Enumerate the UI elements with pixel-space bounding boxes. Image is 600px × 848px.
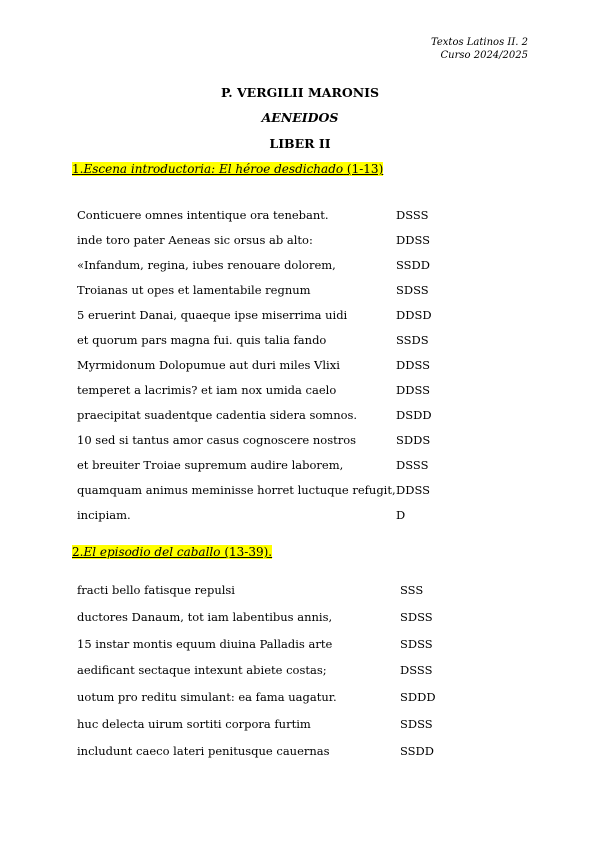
verse-line: ductores Danaum, tot iam labentibus annis,: [77, 609, 333, 624]
verse-line: 5 eruerint Danai, quaeque ipse miserrima uidi: [77, 308, 348, 322]
book-title: LIBER II: [269, 136, 331, 151]
verse-line: aedificant sectaque intexunt abiete costas;: [77, 663, 327, 678]
work-title: AENEIDOS: [261, 110, 339, 125]
section-number: 1.: [72, 162, 84, 176]
verse-line: Conticuere omnes intentique ora tenebant.: [77, 208, 329, 222]
verse-scansion: DDSD: [396, 308, 432, 322]
verse-scansion: SDDD: [400, 690, 436, 705]
section-title: Escena introductoria: El héroe desdichado: [83, 162, 344, 176]
verse-line: Troianas ut opes et lamentabile regnum: [77, 283, 311, 297]
verse-scansion: DDSS: [396, 483, 430, 497]
section-heading-highlight: [72, 162, 383, 176]
verse-scansion: DSSS: [400, 663, 433, 678]
verse-scansion: DDSS: [396, 233, 430, 247]
verse-line: incipiam.: [77, 508, 131, 522]
verse-line: huc delecta uirum sortiti corpora furtim: [77, 717, 311, 731]
verse-scansion: SSDD: [396, 258, 430, 272]
verse-scansion: SSDS: [396, 333, 429, 347]
verse-line: inde toro pater Aeneas sic orsus ab alto:: [77, 233, 313, 247]
section-range: (1-13): [346, 162, 384, 176]
verse-scansion: SDSS: [400, 717, 433, 731]
verse-scansion: DSDD: [396, 408, 432, 422]
verse-scansion: DSSS: [396, 458, 429, 472]
verse-line: quamquam animus meminisse horret luctuque refugit,: [77, 483, 396, 497]
section-title: El episodio del caballo: [83, 545, 221, 559]
verse-line: includunt caeco lateri penitusque cauernas: [77, 743, 330, 758]
verse-scansion: DDSS: [396, 358, 430, 372]
verse-line: praecipitat suadentque cadentia sidera somnos.: [77, 408, 358, 422]
verse-scansion: DDSS: [396, 383, 430, 397]
verse-line: 15 instar montis equum diuina Palladis arte: [77, 636, 333, 651]
verse-scansion: SDSS: [396, 283, 429, 297]
verse-line: fracti bello fatisque repulsi: [77, 583, 235, 597]
page-header: [431, 36, 528, 62]
verse-line: 10 sed si tantus amor casus cognoscere nostros: [77, 433, 357, 447]
verse-scansion: SDSS: [400, 609, 433, 624]
verse-scansion: SDDS: [396, 433, 431, 447]
verse-scansion: D: [396, 508, 406, 522]
verse-line: uotum pro reditu simulant: ea fama uagatur.: [77, 690, 337, 705]
section-number: 2.: [72, 545, 84, 559]
section-range: (13-39).: [224, 545, 273, 559]
course-title: Textos Latinos II. 2: [430, 37, 528, 48]
verse-line: et quorum pars magna fui. quis talia fando: [77, 333, 327, 347]
author-title: P. VERGILII MARONIS: [220, 85, 380, 100]
course-year: Curso 2024/2025: [440, 50, 528, 61]
section-heading-highlight: [72, 545, 272, 559]
verse-line: temperet a lacrimis? et iam nox umida caelo: [77, 383, 337, 397]
section-heading-2: [72, 545, 272, 559]
verse-scansion: DSSS: [396, 208, 429, 222]
section-heading-1: [72, 162, 383, 176]
verse-line: «Infandum, regina, iubes renouare dolorem,: [77, 258, 336, 272]
verse-scansion: SDSS: [400, 636, 433, 651]
verse-line: et breuiter Troiae supremum audire laborem,: [77, 458, 344, 472]
verse-scansion: SSDD: [400, 743, 434, 758]
verse-scansion: SSS: [400, 583, 424, 597]
verse-line: Myrmidonum Dolopumue aut duri miles Vlixi: [77, 358, 340, 372]
